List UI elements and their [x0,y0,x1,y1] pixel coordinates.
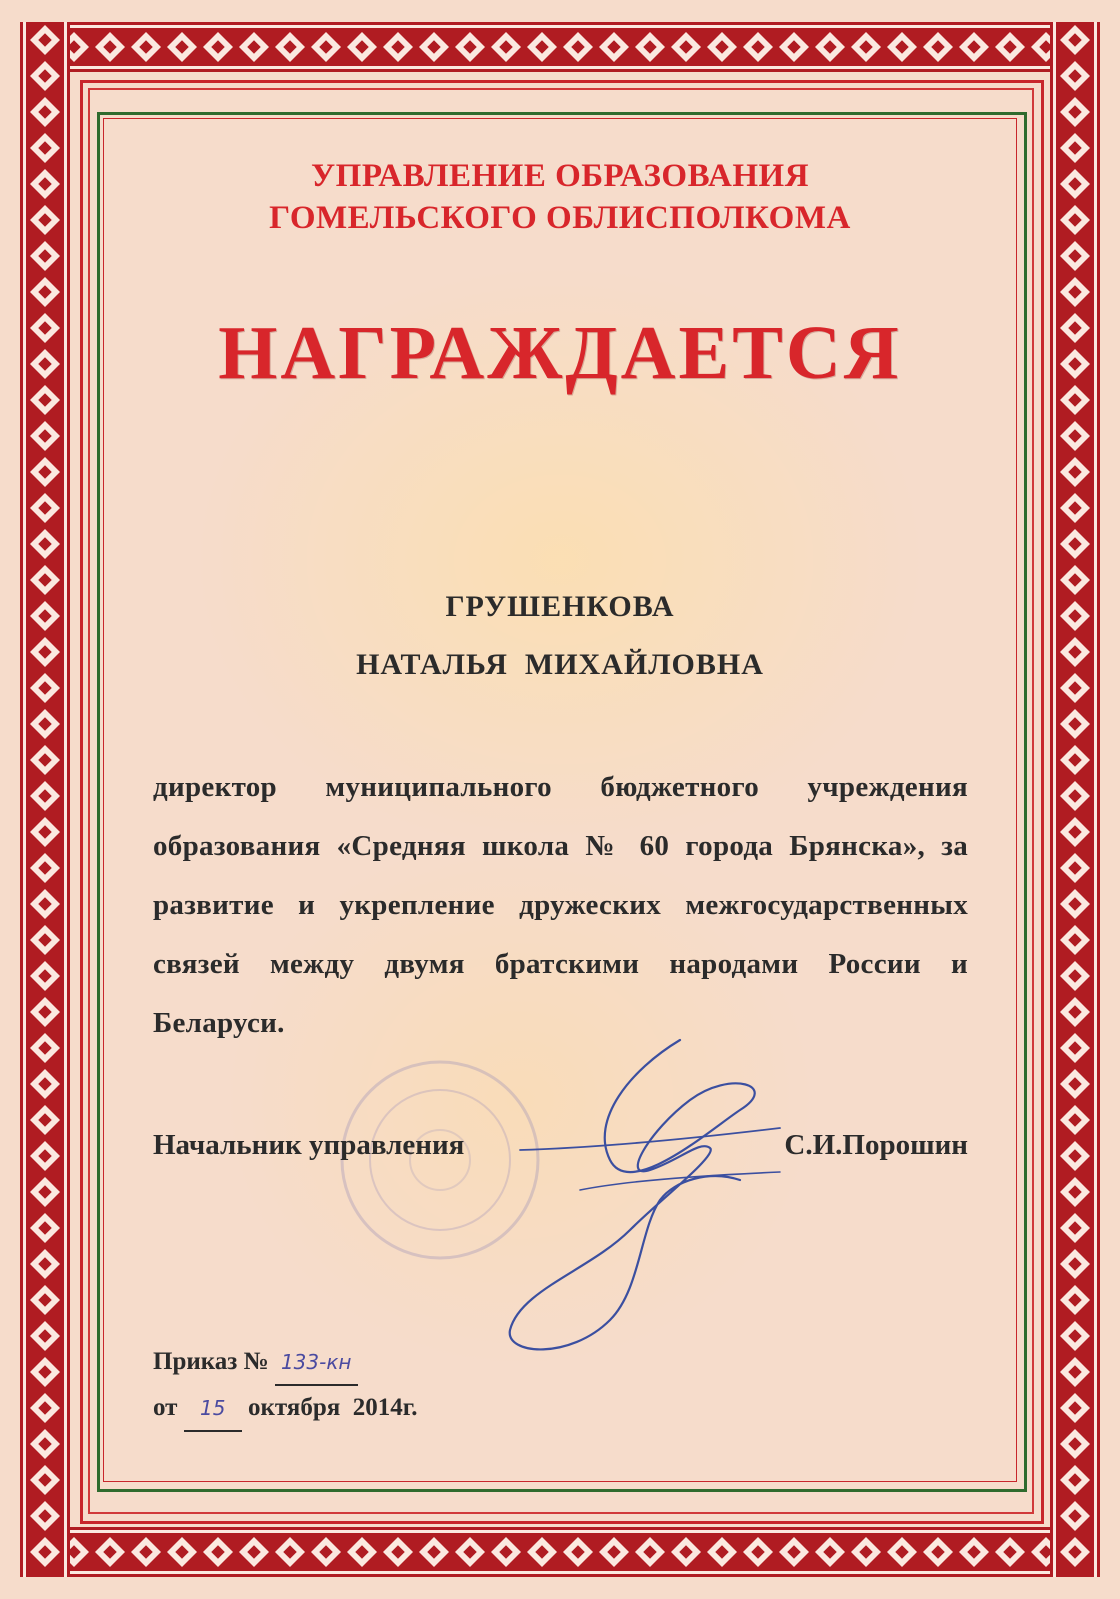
order-day: 15 [184,1386,242,1432]
ornament-border-right [1050,22,1100,1577]
recipient-name [140,578,980,694]
order-date-line [153,1386,418,1432]
organization-heading [140,155,980,239]
order-reference [153,1340,418,1432]
signatory-role: Начальник управления [153,1129,465,1161]
ornament-border-left [20,22,70,1577]
recipient-surname: ГРУШЕНКОВА [445,590,675,623]
organization-line-2: ГОМЕЛЬСКОГО ОБЛИСПОЛКОМА [269,200,851,236]
order-date-prefix: от [153,1394,178,1421]
order-month-year: октября 2014г. [247,1394,418,1421]
recipient-given-names: НАТАЛЬЯ МИХАЙЛОВНА [356,648,764,681]
organization-line-1: УПРАВЛЕНИЕ ОБРАЗОВАНИЯ [310,158,810,194]
order-number-line [153,1340,418,1386]
order-number: 133-кн [275,1340,358,1386]
signatory-name: С.И.Порошин [784,1129,968,1161]
ornament-border-top [20,22,1100,72]
order-label: Приказ № [153,1348,269,1375]
citation-text: директор муниципального бюджетного учреждения образования «Средняя школа № 60 города Брянска», за развитие и укрепление дружеских межгосударственных связей между двумя братскими народами России и Беларуси. [153,771,968,1039]
ornament-border-bottom [20,1527,1100,1577]
award-title: НАГРАЖДАЕТСЯ [218,311,902,395]
handwritten-signature [480,1030,800,1360]
